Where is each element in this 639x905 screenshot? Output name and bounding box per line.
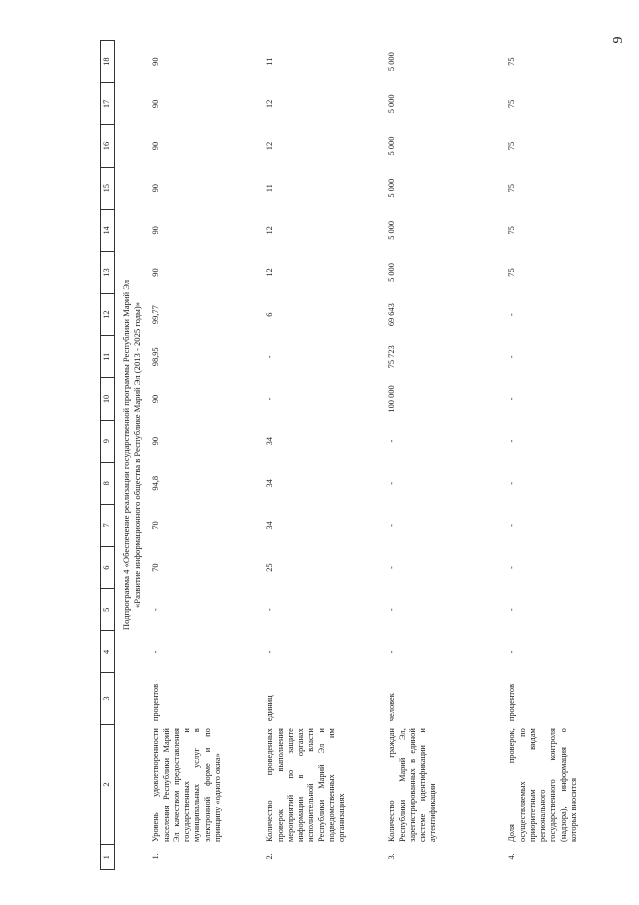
value-cell: - — [507, 650, 517, 654]
table-row — [149, 41, 263, 870]
row-number: 4. — [507, 853, 517, 860]
value-cell: 75 — [507, 57, 517, 66]
value-cell: - — [507, 481, 517, 485]
value-cell: 11 — [265, 57, 275, 66]
value-cell: 90 — [151, 394, 161, 404]
value-cell: - — [387, 650, 397, 654]
column-number: 7 — [101, 504, 115, 546]
value-cell: - — [151, 650, 161, 654]
indicator-name: Количество проведенных проверок выполнения мероприятий по защите информации в органах исполнительной власти Республики Марий Эл и подведомственных им организациях — [265, 728, 347, 842]
subprogram-title-line1: Подпрограмма 4 «Обеспечение реализации государственной программы Республики Марий Эл — [121, 279, 131, 631]
value-cell: - — [507, 524, 517, 527]
value-cell: 100 000 — [387, 385, 397, 413]
value-cell: 34 — [265, 479, 275, 488]
column-number: 16 — [101, 125, 115, 167]
column-number: 17 — [101, 83, 115, 125]
column-number: 2 — [101, 724, 115, 845]
value-cell: 12 — [265, 99, 275, 109]
column-number: 1 — [101, 845, 115, 870]
column-number: 9 — [101, 420, 115, 462]
indicator-name: Доля проверок, осуществляемых по приоритетным видам регионального государственного контроля (надзора), информация о которых вносится — [507, 728, 578, 842]
value-cell: 5 000 — [387, 94, 397, 114]
value-cell: 5 000 — [387, 52, 397, 72]
rotated-table-area — [100, 40, 625, 870]
value-cell: 5 000 — [387, 220, 397, 240]
value-cell: 69 643 — [387, 303, 397, 327]
value-cell: 90 — [151, 99, 161, 109]
value-cell: 11 — [265, 184, 275, 193]
column-number: 6 — [101, 547, 115, 589]
value-cell: - — [507, 397, 517, 401]
value-cell: - — [265, 650, 275, 654]
row-number: 2. — [265, 853, 275, 860]
value-cell: 25 — [265, 563, 275, 572]
value-cell: 94,8 — [151, 475, 161, 491]
value-cell: 90 — [151, 141, 161, 151]
value-cell: 75 — [507, 268, 517, 277]
unit: процентов — [151, 683, 161, 722]
column-number: 12 — [101, 294, 115, 336]
value-cell: 5 000 — [387, 136, 397, 156]
column-number: 3 — [101, 673, 115, 724]
unit: процентов — [507, 683, 517, 722]
indicator-name: Уровень удовлетворенности населения Республики Марий Эл качеством предоставления государственных и муниципальных услуг в электронной форме и по принципу «одного окна» — [151, 728, 222, 842]
value-cell: 6 — [265, 312, 275, 317]
value-cell: - — [507, 313, 517, 317]
value-cell: 70 — [151, 521, 161, 530]
value-cell: 70 — [151, 563, 161, 572]
value-cell: 75 — [507, 184, 517, 193]
page-number: 9 — [611, 36, 626, 44]
value-cell: 12 — [265, 226, 275, 235]
value-cell: 34 — [265, 436, 275, 446]
column-number: 14 — [101, 209, 115, 251]
row-number: 3. — [387, 853, 397, 860]
table-row — [505, 41, 609, 870]
table-row — [385, 41, 505, 870]
value-cell: 75 — [507, 226, 517, 235]
value-cell: - — [265, 355, 275, 359]
value-cell: 12 — [265, 141, 275, 151]
value-cell: - — [151, 608, 161, 612]
value-cell: - — [507, 566, 517, 569]
subprogram-title — [115, 41, 150, 870]
subprogram-title-line2: «Развитие информационного общества в Республике Марий Эл (2013 - 2025 годы)» — [132, 302, 143, 608]
value-cell: 34 — [265, 521, 275, 530]
value-cell: 75 — [507, 99, 517, 109]
value-cell: 99,77 — [151, 305, 161, 325]
column-number: 4 — [101, 631, 115, 673]
value-cell: 90 — [151, 268, 161, 277]
value-cell: 75 723 — [387, 345, 397, 369]
value-cell: - — [387, 481, 397, 485]
table-row — [263, 41, 385, 870]
column-number: 11 — [101, 336, 115, 378]
column-number: 5 — [101, 589, 115, 631]
value-cell: 98,95 — [151, 347, 161, 367]
value-cell: 90 — [151, 184, 161, 193]
unit: единиц — [265, 695, 275, 722]
row-number: 1. — [151, 853, 161, 860]
column-number: 10 — [101, 378, 115, 420]
column-number: 18 — [101, 41, 115, 83]
indicator-name: Количество граждан Республики Марий Эл, зарегистрированных в единой системе идентификации и аутентификации — [387, 728, 438, 842]
value-cell: - — [387, 608, 397, 612]
column-number: 13 — [101, 251, 115, 293]
value-cell: - — [507, 608, 517, 612]
unit: человек — [387, 693, 397, 722]
value-cell: 5 000 — [387, 178, 397, 198]
value-cell: 90 — [151, 57, 161, 66]
value-cell: - — [507, 439, 517, 443]
value-cell: 90 — [151, 436, 161, 446]
column-number: 8 — [101, 462, 115, 504]
subprogram-header-row — [115, 41, 150, 870]
value-cell: - — [387, 439, 397, 443]
value-cell: - — [387, 566, 397, 569]
value-cell: - — [265, 608, 275, 612]
value-cell: 75 — [507, 141, 517, 151]
column-number: 15 — [101, 167, 115, 209]
value-cell: - — [265, 397, 275, 401]
value-cell: 5 000 — [387, 263, 397, 282]
value-cell: 12 — [265, 268, 275, 277]
value-cell: 90 — [151, 226, 161, 235]
value-cell: - — [507, 355, 517, 359]
value-cell: - — [387, 524, 397, 527]
column-number-row — [101, 41, 115, 870]
indicators-table — [100, 40, 609, 870]
